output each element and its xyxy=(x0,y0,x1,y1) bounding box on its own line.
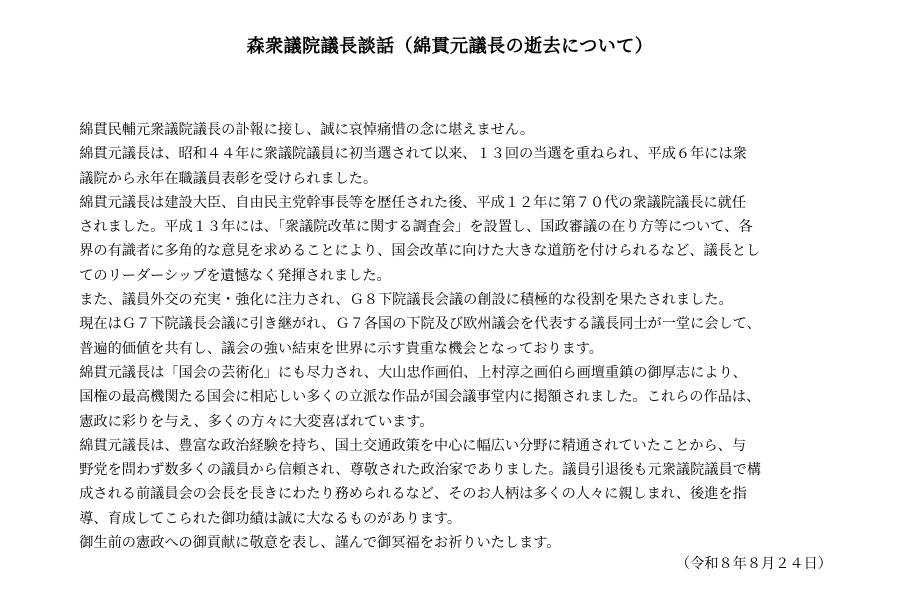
paragraph-speakership xyxy=(65,191,840,288)
statement-body xyxy=(65,118,840,555)
paragraph-legacy xyxy=(65,434,840,531)
text-line: 現在はＧ７下院議長会議に引き継がれ、Ｇ７各国の下院及び欧州議会を代表する議長同士が一堂に会して、 xyxy=(79,316,761,333)
document-title: 森衆議院議長談話（綿貫元議長の逝去について） xyxy=(246,36,654,57)
paragraph-condolence xyxy=(65,118,840,142)
paragraph-career xyxy=(65,142,840,191)
text-line: 綿貫民輔元衆議院議長の訃報に接し、誠に哀悼痛惜の念に堪えません。 xyxy=(79,122,535,138)
text-line: 御生前の憲政への御貢献に敬意を表し、謹んで御冥福をお祈りいたします。 xyxy=(79,535,561,552)
text-line: 導、育成してこられた御功績は誠に大なるものがあります。 xyxy=(79,510,462,527)
text-line: また、議員外交の充実・強化に注力され、Ｇ８下院議長会議の創設に積極的な役割を果たされました。 xyxy=(79,292,733,309)
text-line: 綿貫元議長は、昭和４４年に衆議院議員に初当選されて以来、１３回の当選を重ねられ、平成６年には衆 xyxy=(79,146,747,163)
text-line: 議院から永年在職議員表彰を受けられました。 xyxy=(79,170,378,187)
text-line: 綿貫元議長は建設大臣、自由民主党幹事長等を歴任された後、平成１２年に第７０代の衆議院議長に就任 xyxy=(79,194,747,211)
paragraph-diplomacy xyxy=(65,288,840,361)
text-line: 憲政に彩りを与え、多くの方々に大変喜ばれています。 xyxy=(79,413,434,430)
text-line: 綿貫元議長は、豊富な政治経験を持ち、国土交通政策を中心に幅広い分野に精通されていたことから、与 xyxy=(79,437,747,454)
text-line: 綿貫元議長は「国会の芸術化」にも尽力され、大山忠作画伯、上村淳之画伯ら画壇重鎮の御厚志により、 xyxy=(79,364,747,381)
paragraph-art xyxy=(65,361,840,434)
text-line: 国権の最高機関たる国会に相応しい多くの立派な作品が国会議事堂内に掲額されました。これらの作品は、 xyxy=(79,389,761,406)
text-line: てのリーダーシップを遺憾なく発揮されました。 xyxy=(79,267,391,284)
text-line: 界の有識者に多角的な意見を求めることにより、国会改革に向けた大きな道筋を付けられるなど、議長とし xyxy=(79,243,761,260)
statement-date: （令和８年８月２４日） xyxy=(675,556,832,572)
text-line: 成される前議員会の会長を長きにわたり務められるなど、そのお人柄は多くの人々に親しまれ、後進を指 xyxy=(79,486,747,503)
text-line: 普遍的価値を共有し、議会の強い結束を世界に示す貴重な機会となっております。 xyxy=(79,340,603,357)
text-line: 野党を問わず数多くの議員から信頼され、尊敬された政治家でありました。議員引退後も元衆議院議員で構 xyxy=(79,462,762,479)
text-line: されました。平成１３年には、「衆議院改革に関する調査会」を設置し、国政審議の在り方等について、各 xyxy=(79,219,753,236)
